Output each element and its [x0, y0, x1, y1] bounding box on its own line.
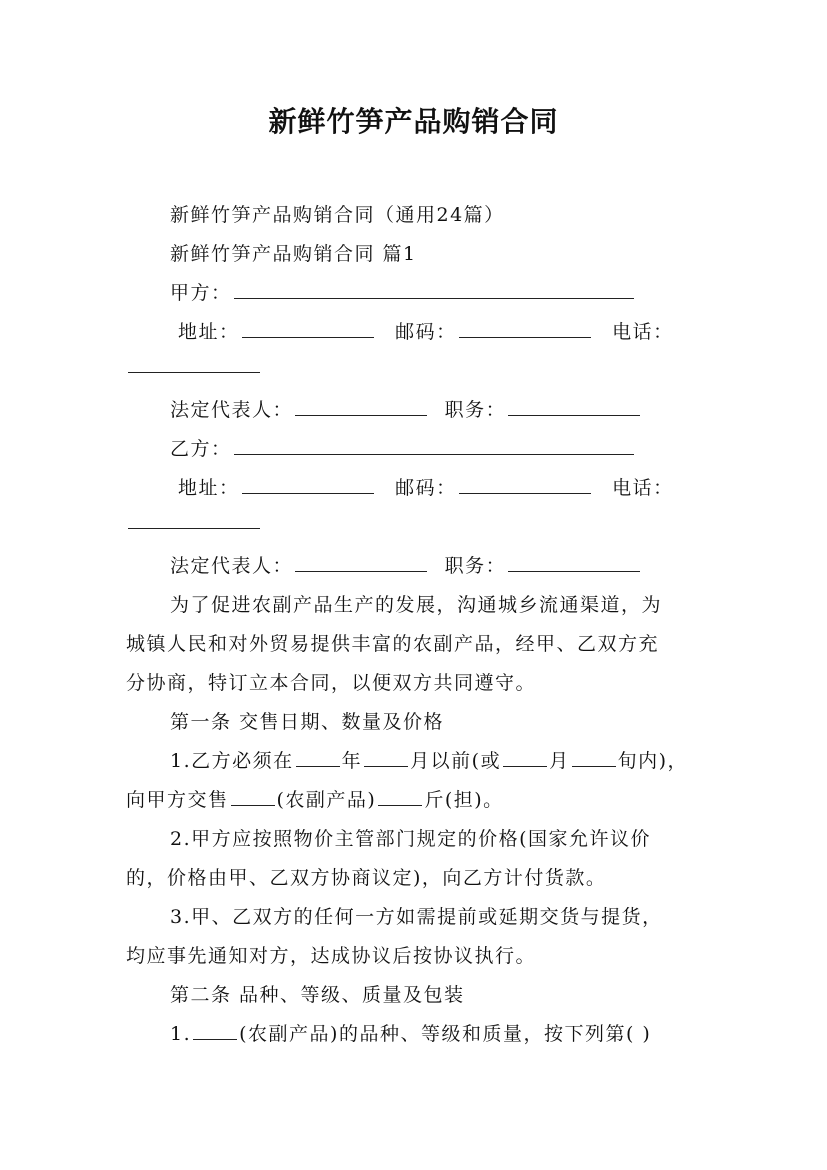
- article-1-title: 第一条 交售日期、数量及价格: [170, 711, 445, 733]
- product-blank: [231, 804, 275, 806]
- postcode-label: 邮码：: [395, 477, 457, 499]
- period-blank: [572, 765, 616, 767]
- month-blank: [503, 765, 547, 767]
- party-a-contact-line: [126, 317, 716, 344]
- party-b-line: [126, 434, 716, 461]
- address-label: 地址：: [178, 321, 240, 343]
- article-1-item-3-line-1: 3.甲、乙双方的任何一方如需提前或延期交货与提货，: [170, 906, 663, 928]
- legal-rep-blank: [295, 414, 427, 416]
- phone-label: 电话：: [612, 321, 674, 343]
- postcode-label: 邮码：: [395, 321, 457, 343]
- text-fragment: 年: [341, 750, 363, 772]
- article-2-title: 第二条 品种、等级、质量及包装: [170, 984, 465, 1006]
- party-a-line: [126, 278, 716, 305]
- article-1-item-2-line-1: 2.甲方应按照物价主管部门规定的价格(国家允许议价: [170, 828, 652, 850]
- preamble-line-2: 城镇人民和对外贸易提供丰富的农副产品，经甲、乙双方充: [126, 633, 660, 655]
- text-fragment: 1.乙方必须在: [170, 750, 294, 772]
- phone-continuation: [126, 356, 716, 378]
- position-label: 职务：: [444, 555, 507, 577]
- phone-blank: [128, 371, 260, 373]
- party-a-rep-line: [126, 395, 716, 422]
- article-1-item-2-line-2: 的，价格由甲、乙双方协商议定)，向乙方计付货款。: [126, 867, 607, 889]
- preamble-line-1: 为了促进农副产品生产的发展，沟通城乡流通渠道，为: [170, 594, 663, 616]
- legal-rep-label: 法定代表人：: [170, 399, 294, 421]
- text-fragment: 月: [549, 750, 570, 772]
- phone-blank: [128, 527, 260, 529]
- article-1-item-1-cont: [126, 785, 716, 812]
- phone-continuation: [126, 512, 716, 534]
- legal-rep-blank: [295, 570, 427, 572]
- document-title: 新鲜竹笋产品购销合同: [268, 105, 559, 138]
- position-blank: [508, 570, 640, 572]
- party-a-label: 甲方：: [170, 282, 232, 304]
- text-fragment: (农副产品)的品种、等级和质量，按下列第( ): [239, 1023, 652, 1045]
- subtitle: 新鲜竹笋产品购销合同（通用24篇）: [170, 204, 505, 226]
- text-fragment: (农副产品): [276, 789, 377, 811]
- party-b-contact-line: [126, 473, 716, 500]
- legal-rep-label: 法定代表人：: [170, 555, 294, 577]
- text-fragment: 旬内)，: [617, 750, 689, 772]
- year-blank: [296, 765, 340, 767]
- preamble-line-3: 分协商，特订立本合同，以便双方共同遵守。: [126, 672, 537, 694]
- text-fragment: 向甲方交售: [126, 789, 229, 811]
- party-b-blank: [234, 453, 634, 455]
- article-1-item-3-line-2: 均应事先通知对方，达成协议后按协议执行。: [126, 945, 537, 967]
- party-b-label: 乙方：: [170, 438, 232, 460]
- position-blank: [508, 414, 640, 416]
- address-blank: [242, 492, 374, 494]
- postcode-blank: [459, 492, 591, 494]
- postcode-blank: [459, 336, 591, 338]
- text-fragment: 月以前(或: [410, 750, 502, 772]
- phone-label: 电话：: [612, 477, 674, 499]
- address-label: 地址：: [178, 477, 240, 499]
- position-label: 职务：: [444, 399, 507, 421]
- article-2-item-1: [126, 1019, 716, 1046]
- party-b-rep-line: [126, 551, 716, 578]
- text-fragment: 斤(担)。: [424, 789, 504, 811]
- quantity-blank: [378, 804, 422, 806]
- address-blank: [242, 336, 374, 338]
- party-a-blank: [234, 297, 634, 299]
- section-heading: 新鲜竹笋产品购销合同 篇1: [170, 243, 417, 265]
- text-fragment: 1.: [170, 1023, 192, 1045]
- product-blank: [193, 1038, 237, 1040]
- article-1-item-1: [126, 746, 716, 773]
- month-blank: [364, 765, 408, 767]
